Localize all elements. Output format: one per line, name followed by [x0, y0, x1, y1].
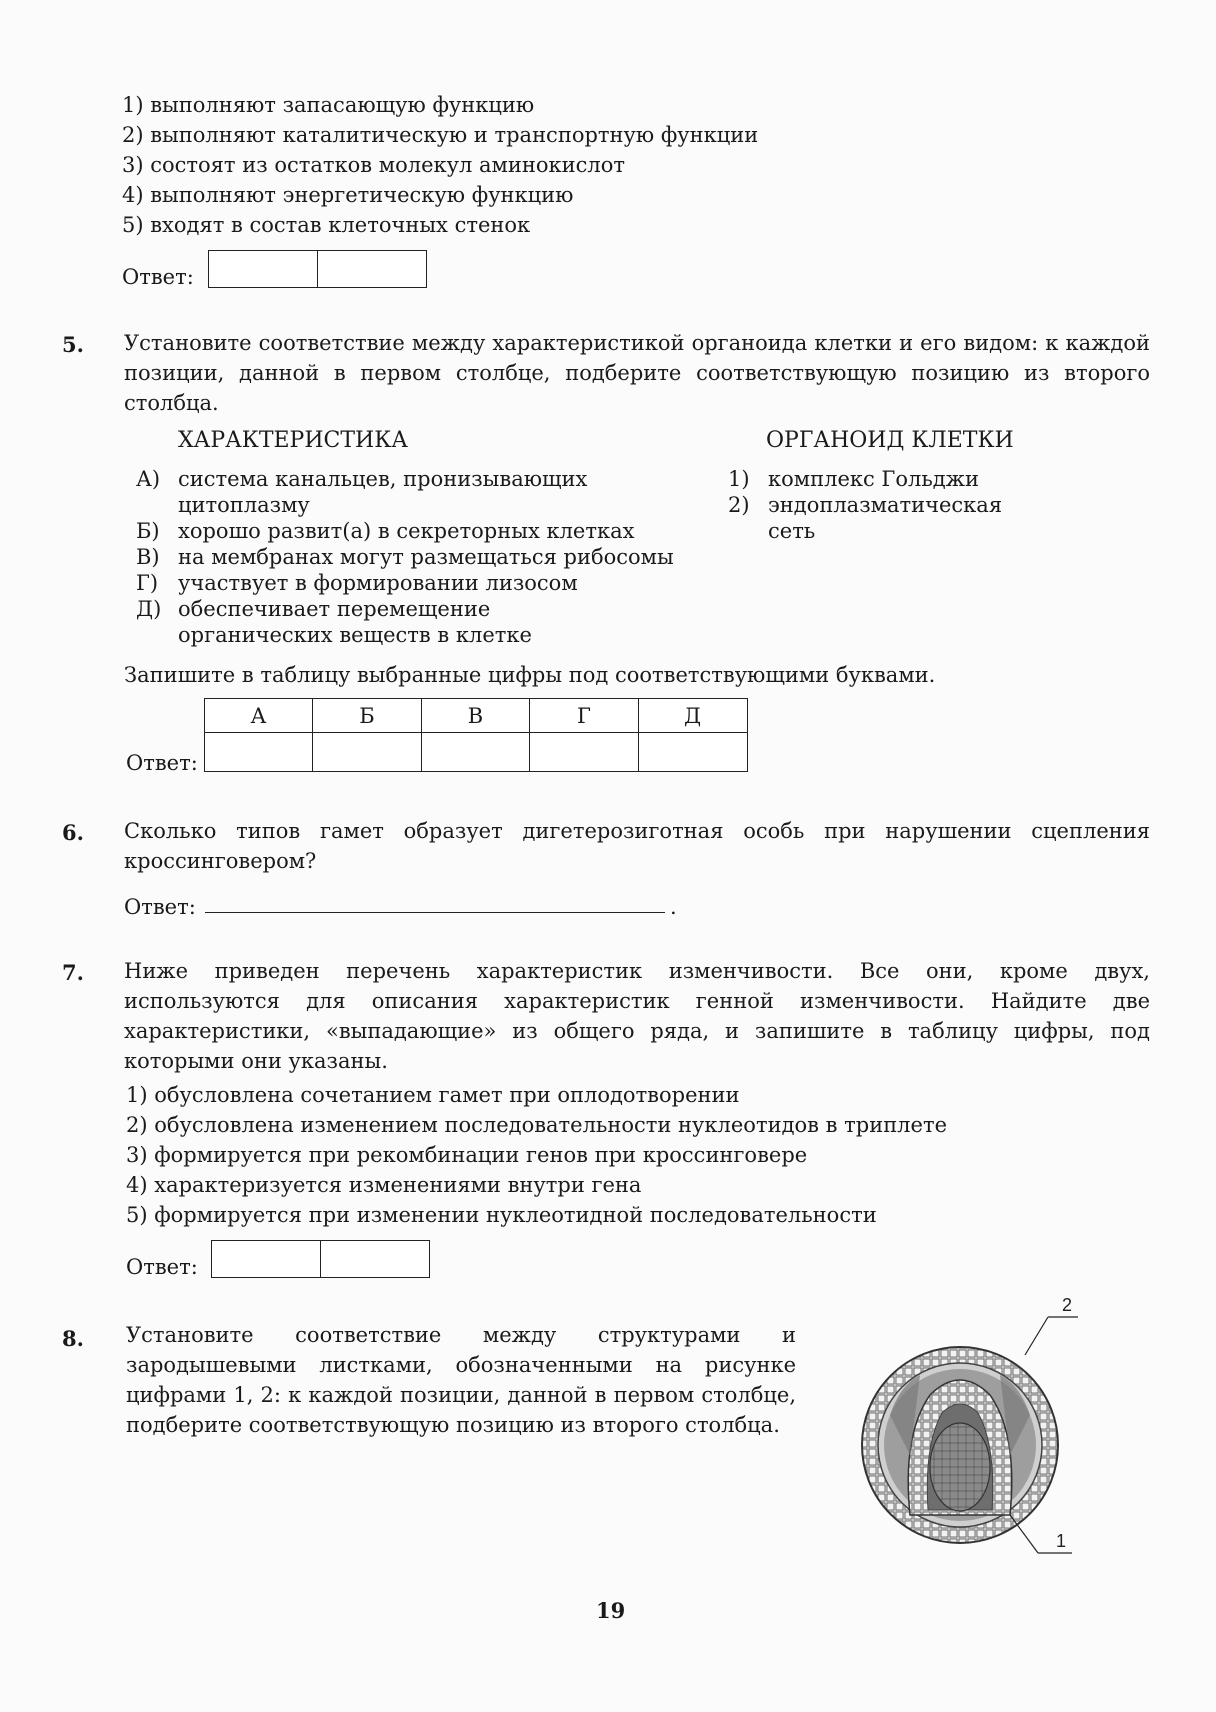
q5-organoid-1: 1) комплекс Гольджи [728, 467, 979, 491]
q5-char-d: Д) обеспечивает перемещение органических веществ в клетке [136, 597, 532, 647]
figure-label-2: 2 [1062, 1295, 1073, 1315]
q5-instruction: Запишите в таблицу выбранные цифры под соответствующими буквами. [124, 663, 936, 687]
gastrula-illustration [850, 1295, 1100, 1585]
q5-answer-cell-d[interactable] [638, 732, 748, 772]
q5-table-header: Д [638, 698, 748, 734]
q5-table-header: А [204, 698, 314, 734]
q4-option-5: 5) входят в состав клеточных стенок [122, 213, 531, 237]
q8-number: 8. [62, 1326, 84, 1351]
q7-answer-box-2[interactable] [320, 1240, 430, 1278]
q4-answer-label: Ответ: [122, 265, 194, 289]
q5-answer-label: Ответ: [126, 751, 198, 775]
q6-answer-dot: . [670, 895, 677, 919]
q4-option-3: 3) состоят из остатков молекул аминокислот [122, 153, 625, 177]
q5-char-b: Б) хорошо развит(а) в секреторных клетках [136, 519, 635, 543]
q7-text: Ниже приведен перечень характеристик изменчивости. Все они, кроме двух, используются для описания характеристик генной изменчивости. Найдите две характеристики, «выпадающие» из общего ряда, и запишите в таблицу цифры, под которыми они указаны. [124, 959, 1150, 1073]
gastrula-figure [850, 1295, 1100, 1585]
q5-number: 5. [62, 332, 84, 357]
q4-answer-box-1[interactable] [208, 250, 318, 288]
q7-answer-label: Ответ: [126, 1255, 198, 1279]
q5-text: Установите соответствие между характеристикой органоида клетки и его видом: к каждой позиции, данной в первом столбце, подберите соответствующую позицию из второго столбца. [124, 331, 1150, 415]
q5-col2-header: ОРГАНОИД КЛЕТКИ [766, 428, 1014, 453]
q5-char-v: В) на мембранах могут размещаться рибосомы [136, 545, 674, 569]
q5-answer-cell-v[interactable] [421, 732, 531, 772]
q4-option-4: 4) выполняют энергетическую функцию [122, 183, 574, 207]
q5-answer-cell-g[interactable] [529, 732, 639, 772]
q6-answer-line[interactable] [205, 912, 665, 913]
q5-answer-cell-a[interactable] [204, 732, 314, 772]
q6-answer-label: Ответ: [124, 895, 196, 919]
q4-option-1: 1) выполняют запасающую функцию [122, 93, 535, 117]
q7-option-3: 3) формируется при рекомбинации генов при кроссинговере [126, 1143, 808, 1167]
q5-characteristics [136, 466, 676, 648]
q5-organoid-2: 2) эндоплазматическая сеть [728, 493, 1003, 543]
q7-option-2: 2) обусловлена изменением последовательности нуклеотидов в триплете [126, 1113, 947, 1137]
q4-answer-box-2[interactable] [317, 250, 427, 288]
q5-table-header: Г [529, 698, 639, 734]
q5-char-g: Г) участвует в формировании лизосом [136, 571, 578, 595]
q5-table-answer-row [205, 732, 748, 772]
q6-number: 6. [62, 820, 84, 845]
q7-option-4: 4) характеризуется изменениями внутри гена [126, 1173, 642, 1197]
q6-text: Сколько типов гамет образует дигетерозиготная особь при нарушении сцепления кроссинговером? [124, 819, 1150, 873]
q7-option-5: 5) формируется при изменении нуклеотидной последовательности [126, 1203, 877, 1227]
q5-table-header: В [421, 698, 531, 734]
q4-option-2: 2) выполняют каталитическую и транспортную функции [122, 123, 759, 147]
page-number: 19 [596, 1598, 626, 1623]
q7-answer-box-1[interactable] [211, 1240, 321, 1278]
figure-label-1: 1 [1056, 1531, 1067, 1551]
q5-organoids [728, 466, 1028, 544]
q5-table-header: Б [312, 698, 422, 734]
q7-option-1: 1) обусловлена сочетанием гамет при оплодотворении [126, 1083, 740, 1107]
q5-col1-header: ХАРАКТЕРИСТИКА [178, 428, 408, 453]
q5-char-a: А) система канальцев, пронизывающих цитоплазму [136, 467, 588, 517]
q5-table-header-row [205, 698, 748, 734]
q7-number: 7. [62, 960, 84, 985]
q8-text: Установите соответствие между структурами и зародышевыми листками, обозначенными на рисунке цифрами 1, 2: к каждой позиции, данной в первом столбце, подберите соответствующую позицию из второго столбца. [126, 1323, 796, 1437]
q5-answer-cell-b[interactable] [312, 732, 422, 772]
